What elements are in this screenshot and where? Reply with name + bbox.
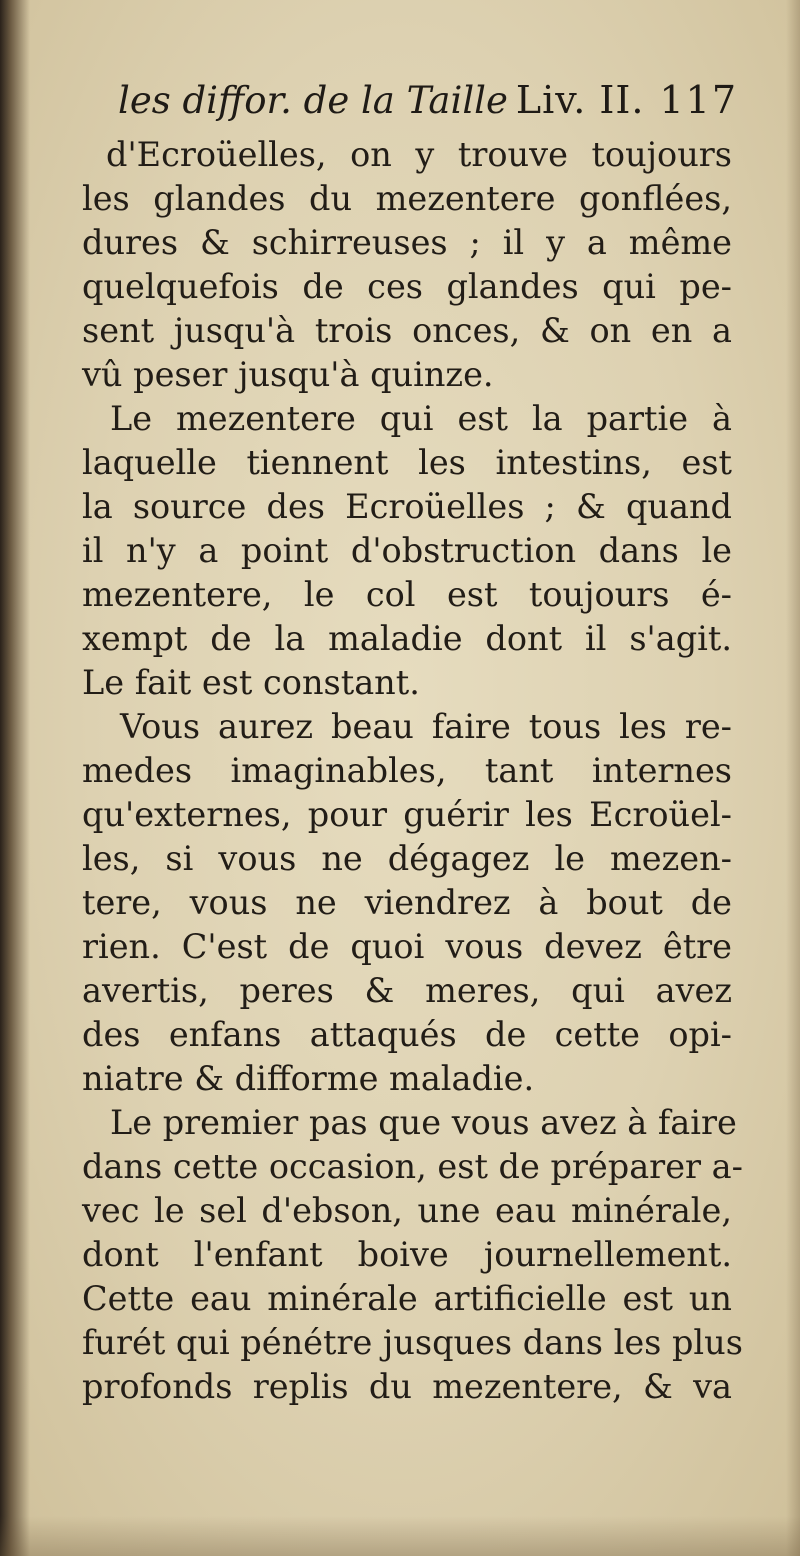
text-line: sent jusqu'à trois onces, & on en a: [82, 311, 732, 350]
text-line: Le fait est constant.: [82, 663, 420, 702]
text-line: d'Ecroüelles, on y trouve toujours: [106, 135, 732, 174]
text-line: des enfans attaqués de cette opi-: [82, 1015, 732, 1054]
binding-shadow: [0, 0, 30, 1556]
text-line: vû peser jusqu'à quinze.: [82, 355, 494, 394]
text-line: rien. C'est de quoi vous devez être: [82, 927, 732, 966]
page-bottom-edge: [0, 1516, 800, 1556]
text-line: dures & schirreuses ; il y a même: [82, 223, 732, 262]
text-line: laquelle tiennent les intestins, est: [82, 443, 732, 482]
running-head-title: les diffor. de la Taille: [118, 79, 508, 122]
text-line: niatre & difforme maladie.: [82, 1059, 535, 1098]
body-text: [82, 133, 743, 1409]
page-number: 117: [659, 78, 738, 122]
text-line: qu'externes, pour guérir les Ecroüel-: [82, 795, 732, 834]
page-edge: [786, 0, 800, 1556]
text-line: xempt de la maladie dont il s'agit.: [82, 619, 732, 658]
text-line: dans cette occasion, est de préparer a-: [82, 1147, 743, 1186]
running-head: [118, 78, 738, 128]
text-line: vec le sel d'ebson, une eau minérale,: [82, 1191, 732, 1230]
text-line: les, si vous ne dégagez le mezen-: [82, 839, 732, 878]
text-line: Cette eau minérale artificielle est un: [82, 1279, 732, 1318]
text-line: Le mezentere qui est la partie à: [110, 399, 732, 438]
text-line: quelquefois de ces glandes qui pe-: [82, 267, 732, 306]
text-line: avertis, peres & meres, qui avez: [82, 971, 732, 1010]
text-line: medes imaginables, tant internes: [82, 751, 732, 790]
text-line: les glandes du mezentere gonflées,: [82, 179, 732, 218]
text-line: dont l'enfant boive journellement.: [82, 1235, 732, 1274]
text-line: profonds replis du mezentere, & va: [82, 1367, 732, 1406]
running-head-book: Liv. II.: [515, 78, 645, 122]
text-line: la source des Ecroüelles ; & quand: [82, 487, 732, 526]
text-line: tere, vous ne viendrez à bout de: [82, 883, 732, 922]
text-line: il n'y a point d'obstruction dans le: [82, 531, 732, 570]
text-line: mezentere, le col est toujours é-: [82, 575, 732, 614]
text-line: Le premier pas que vous avez à faire: [110, 1103, 737, 1142]
text-line: furét qui pénétre jusques dans les plus: [82, 1323, 743, 1362]
text-line: Vous aurez beau faire tous les re-: [120, 707, 732, 746]
